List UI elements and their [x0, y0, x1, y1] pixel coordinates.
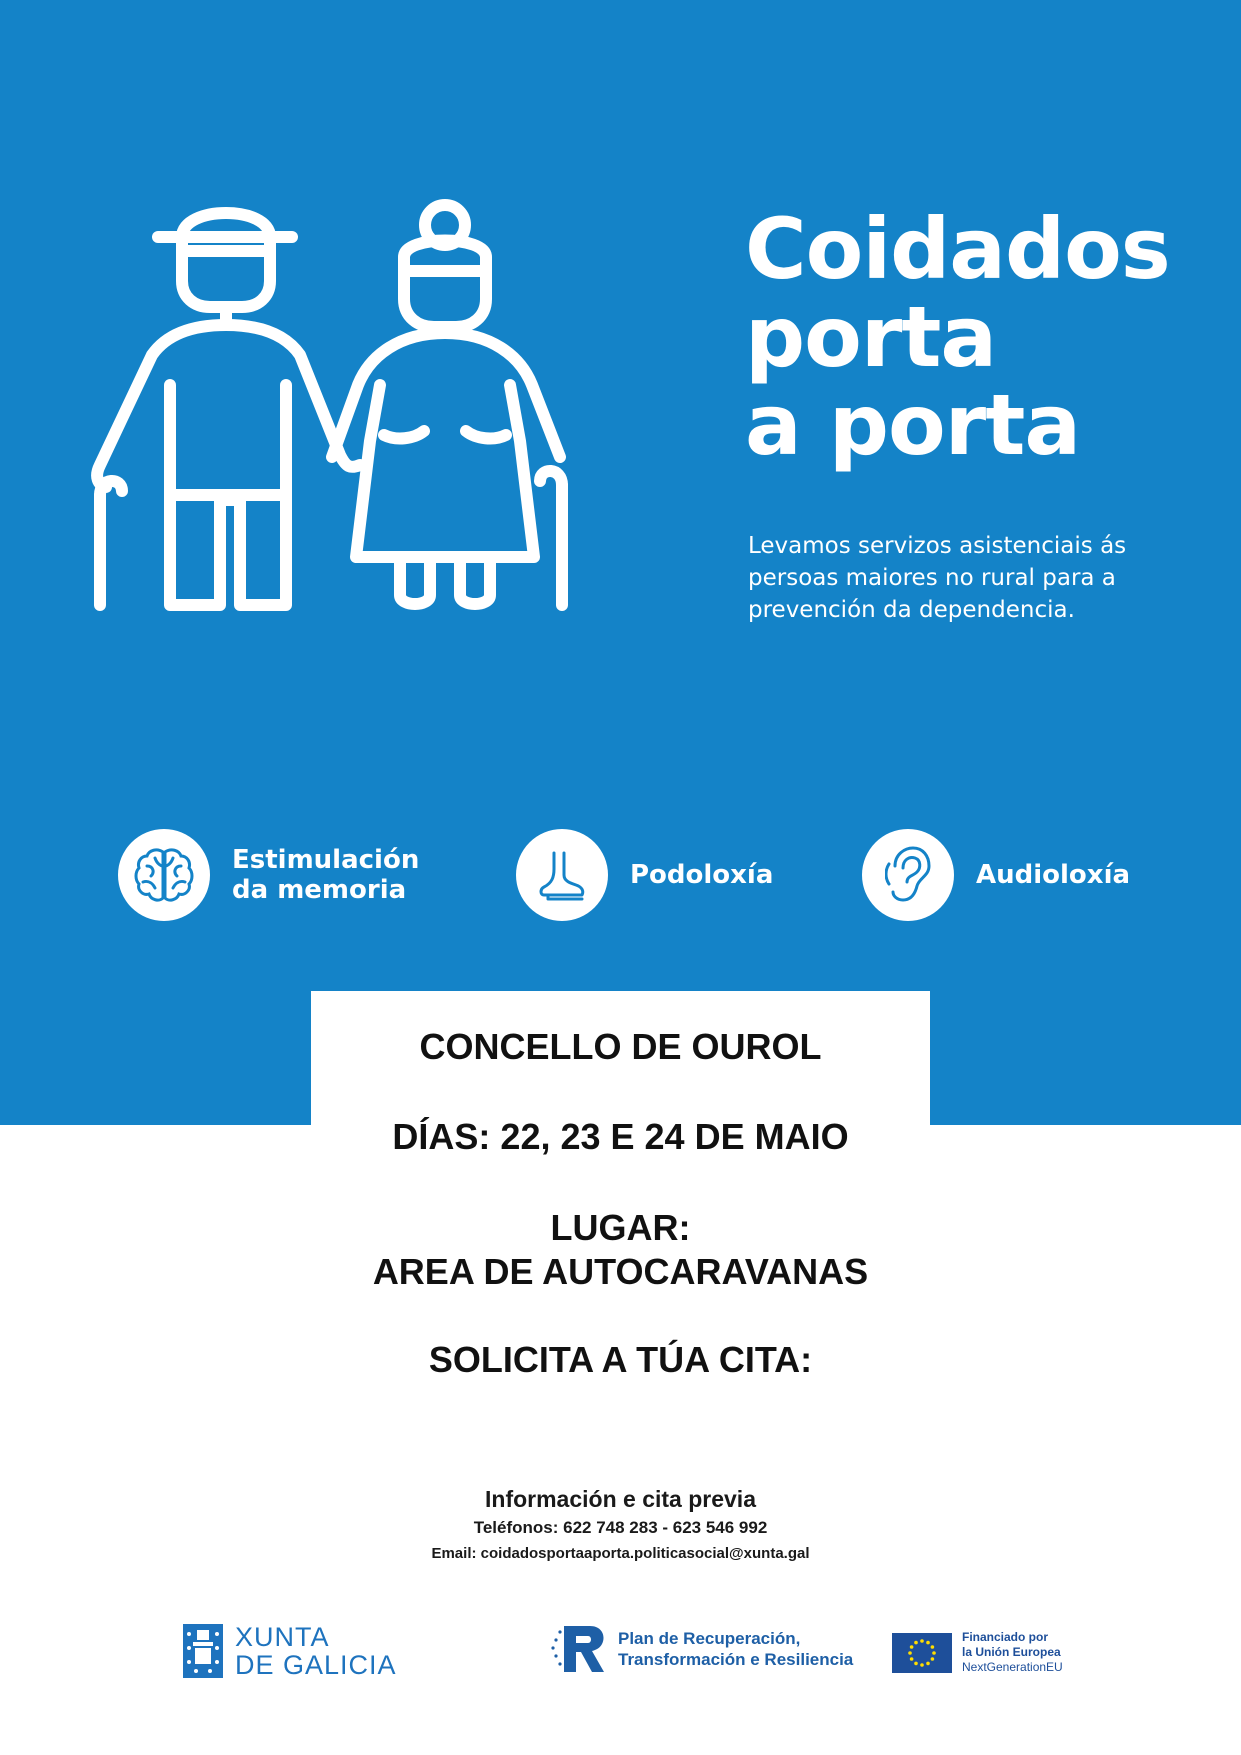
xunta-logo	[183, 1623, 397, 1679]
contact-phones: Teléfonos: 622 748 283 - 623 546 992	[473, 1518, 768, 1537]
service-label-line: Estimulación	[232, 845, 420, 875]
plan-line: Transformación e Resiliencia	[618, 1650, 854, 1669]
request-appointment: SOLICITA A TÚA CITA:	[428, 1339, 813, 1380]
foot-icon	[534, 847, 590, 903]
place-label: LUGAR:	[550, 1207, 691, 1248]
contact-heading: Información e cita previa	[485, 1486, 756, 1512]
title-line: a porta	[745, 376, 1081, 474]
recovery-plan-r-icon	[550, 1622, 608, 1676]
xunta-shield-icon	[183, 1624, 223, 1678]
poster-title	[745, 200, 1170, 474]
recovery-plan-text	[618, 1628, 853, 1670]
plan-line: Plan de Recuperación,	[618, 1629, 801, 1648]
service-label	[630, 860, 773, 890]
eu-flag-icon	[892, 1633, 952, 1673]
brain-icon	[133, 846, 195, 904]
xunta-line: XUNTA	[235, 1622, 330, 1652]
service-memory-stimulation	[118, 828, 419, 922]
contact-email: Email: coidadosportaaporta.politicasocial@xunta.gal	[431, 1545, 810, 1562]
service-label-line: da memoria	[232, 875, 407, 905]
eu-line: Financiado por	[962, 1630, 1049, 1644]
service-podiatry	[516, 828, 773, 922]
poster-subtitle: Levamos servizos asistenciais ás persoas maiores no rural para a prevención da dependencia.	[748, 533, 1127, 623]
xunta-line: DE GALICIA	[235, 1650, 397, 1680]
service-icon-circle	[118, 829, 210, 921]
title-line: porta	[745, 288, 997, 386]
event-days: DÍAS: 22, 23 E 24 DE MAIO	[392, 1116, 849, 1157]
service-icon-circle	[516, 829, 608, 921]
event-place: AREA DE AUTOCARAVANAS	[372, 1251, 869, 1292]
eu-line: NextGenerationEU	[962, 1660, 1063, 1674]
service-label	[976, 860, 1130, 890]
eu-line: la Unión Europea	[962, 1645, 1061, 1659]
service-icon-circle	[862, 829, 954, 921]
service-audiology	[862, 828, 1130, 922]
eu-funding-text	[962, 1630, 1063, 1675]
service-label	[232, 845, 419, 905]
service-label-line: Audioloxía	[976, 860, 1131, 890]
recovery-plan-logo	[550, 1622, 853, 1676]
xunta-text	[235, 1623, 397, 1679]
title-line: Coidados	[745, 200, 1170, 298]
ear-icon	[885, 846, 931, 904]
eu-funding-logo	[892, 1630, 1063, 1675]
service-label-line: Podoloxía	[630, 860, 774, 890]
municipality: CONCELLO DE OUROL	[419, 1026, 822, 1067]
elderly-couple-icon	[70, 195, 640, 705]
